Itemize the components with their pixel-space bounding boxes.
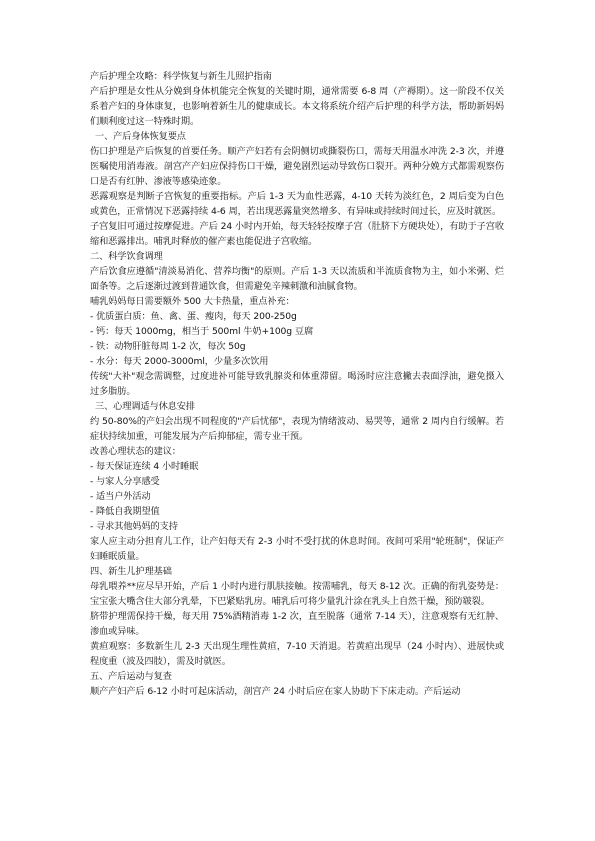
section-4-paragraph-jaundice: 黄疸观察：多数新生儿 2-3 天出现生理性黄疸，7-10 天消退。若黄疸出现早（24 小时内）、进展快或程度重（波及四肢），需及时就医。 — [90, 641, 504, 667]
section-1-paragraph-wound-care: 伤口护理是产后恢复的首要任务。顺产产妇若有会阴侧切或撕裂伤口，需每天用温水冲洗 2-3 次，并遵医嘱使用消毒液。剖宫产产妇应保持伤口干燥，避免剧烈运动导致伤口裂开。两种分娩方式都需观察伤口是否有红肿、渗液等感染迹象。 — [90, 146, 504, 187]
list-item: - 优质蛋白质：鱼、禽、蛋、瘦肉，每天 200-250g — [90, 311, 297, 322]
section-5-heading: 五、产后运动与复查 — [90, 671, 172, 682]
list-item: - 钙：每天 1000mg，相当于 500ml 牛奶+100g 豆腐 — [90, 326, 314, 337]
section-1-paragraph-lochia: 恶露观察是判断子宫恢复的重要指标。产后 1-3 天为血性恶露，4-10 天转为淡红色，2 周后变为白色或黄色，正常情况下恶露持续 4-6 周，若出现恶露量突然增多、有异味或持续时间过长，应及时就医。 — [90, 191, 504, 217]
section-2-paragraph-diet-principle: 产后饮食应遵循"清淡易消化、营养均衡"的原则。产后 1-3 天以流质和半流质食物为主，如小米粥、烂面条等。之后逐渐过渡到普通饮食，但需避免辛辣刺激和油腻食物。 — [90, 266, 504, 292]
section-2-heading: 二、科学饮食调理 — [90, 251, 163, 262]
section-1-paragraph-uterus: 子宫复旧可通过按摩促进。产后 24 小时内开始，每天轻轻按摩子宫（肚脐下方硬块处），有助于子宫收缩和恶露排出。哺乳时释放的催产素也能促进子宫收缩。 — [90, 221, 504, 247]
section-3-heading: 三、心理调适与休息安排 — [95, 401, 195, 412]
list-item: - 适当户外活动 — [90, 491, 151, 502]
section-4-heading: 四、新生儿护理基础 — [90, 566, 172, 577]
section-2-paragraph-calories: 哺乳妈妈每日需要额外 500 大卡热量，重点补充： — [90, 296, 295, 307]
list-item: - 铁：动物肝脏每周 1-2 次，每次 50g — [90, 341, 246, 352]
section-1-heading: 一、产后身体恢复要点 — [95, 131, 186, 142]
intro-paragraph: 产后护理是女性从分娩到身体机能完全恢复的关键时期，通常需要 6-8 周（产褥期）。这一阶段不仅关系着产妇的身体康复，也影响着新生儿的健康成长。本文将系统介绍产后护理的科学方法，帮助新妈妈们顺利度过这一特殊时期。 — [90, 86, 504, 127]
document-title: 产后护理全攻略：科学恢复与新生儿照护指南 — [90, 71, 272, 82]
document-page — [90, 69, 504, 699]
list-item: - 每天保证连续 4 小时睡眠 — [90, 461, 199, 472]
section-3-paragraph-suggestions: 改善心理状态的建议： — [90, 446, 181, 457]
section-4-paragraph-breastfeeding: 母乳喂养**应尽早开始，产后 1 小时内进行肌肤接触。按需哺乳，每天 8-12 次。正确的衔乳姿势是：宝宝张大嘴含住大部分乳晕，下巴紧贴乳房。哺乳后可将少量乳汁涂在乳头上自然干燥，预防皲裂。 — [90, 581, 504, 607]
section-4-paragraph-umbilical: 脐带护理需保持干燥，每天用 75%酒精消毒 1-2 次，直至脱落（通常 7-14 天），注意观察有无红肿、渗血或异味。 — [90, 611, 504, 637]
list-item: - 降低自我期望值 — [90, 506, 160, 517]
list-item: - 寻求其他妈妈的支持 — [90, 521, 178, 532]
section-5-paragraph-activity: 顺产产妇产后 6-12 小时可起床活动，剖宫产 24 小时后应在家人协助下下床走动。产后运动 — [90, 686, 461, 697]
section-3-paragraph-family: 家人应主动分担育儿工作，让产妇每天有 2-3 小时不受打扰的休息时间。夜间可采用"轮班制"，保证产妇睡眠质量。 — [90, 536, 504, 562]
list-item: - 与家人分享感受 — [90, 476, 160, 487]
section-3-paragraph-blues: 约 50-80%的产妇会出现不同程度的"产后忧郁"，表现为情绪波动、易哭等，通常 2 周内自行缓解。若症状持续加重，可能发展为产后抑郁症，需专业干预。 — [90, 416, 504, 442]
section-2-paragraph-tonic: 传统"大补"观念需调整，过度进补可能导致乳腺炎和体重滞留。喝汤时应注意撇去表面浮油，避免摄入过多脂肪。 — [90, 371, 504, 397]
list-item: - 水分：每天 2000-3000ml，少量多次饮用 — [90, 356, 269, 367]
